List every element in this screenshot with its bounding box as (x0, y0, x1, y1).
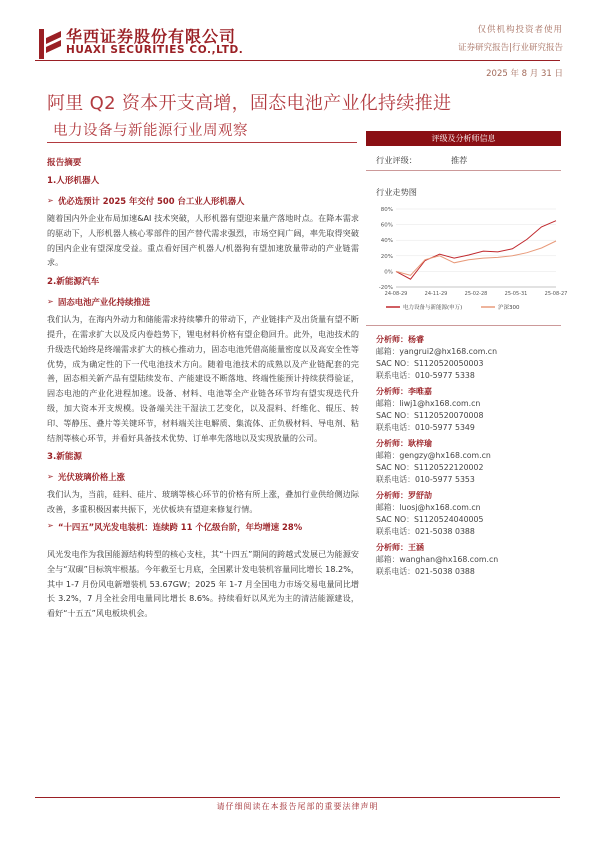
analyst-phone: 联系电话：010-5977 5353 (376, 475, 475, 484)
section-heading-robots: 1.人形机器人 (47, 176, 100, 186)
legal-notice: 请仔细阅读在本报告尾部的重要法律声明 (216, 802, 379, 811)
bullet-pv-glass: ➢ 光伏玻璃价格上涨 (47, 467, 359, 487)
analyst-sac: SAC NO：S1120522120002 (376, 463, 484, 472)
paragraph-wind-solar: 风光发电作为我国能源结构转型的核心支柱，其“十四五”期间的跨越式发展已为能源安全与“双碳”目标筑牢根基。今年截至七月底，全国累计发电装机容量同比增长 18.2%，其中 1-7 月份风电新增装机 53.67GW；2025 年 1-7 月全国电力市场交易电量同比增长 3.2%，7 月全社会用电量同比增长 8.6%。持续看好以风光为主的清洁能源建设，看好“十五五”风电板块机会。 (47, 548, 359, 619)
analyst-sac: SAC NO：S1120524040005 (376, 515, 484, 524)
huaxi-logo-icon (39, 29, 61, 59)
series-line (396, 241, 556, 275)
brand-name-cn: 华西证券股份有限公司 (66, 27, 237, 46)
rating-label: 行业评级： (376, 155, 417, 165)
sidebar-divider (366, 170, 561, 171)
bullet-solid-state: ➢ 固态电池产业化持续推进 (47, 292, 359, 312)
rating-value: 推荐 (450, 155, 468, 165)
y-tick-label: -20% (378, 285, 393, 291)
analyst-email[interactable]: 邮箱：yangrui2@hx168.com.cn (376, 347, 498, 356)
series-line (396, 221, 556, 280)
x-tick-label: 25-02-28 (464, 291, 488, 297)
subtitle-divider (47, 142, 357, 143)
analyst-card (366, 334, 561, 382)
summary-heading: 报告摘要 (47, 158, 82, 168)
x-tick-label: 25-05-31 (504, 291, 528, 297)
trend-chart-title: 行业走势图 (376, 187, 417, 197)
analyst-name: 分析师：罗舒劼 (376, 491, 432, 500)
analyst-sac: SAC NO：S1120520070008 (376, 411, 484, 420)
analyst-card (366, 438, 561, 486)
analyst-card (366, 386, 561, 434)
analyst-name: 分析师：杨睿 (376, 335, 424, 344)
paragraph-robots: 随着国内外企业布局加速&AI 技术突破，人形机器有望迎来量产落地时点。在降本需求的驱动下，人形机器人核心零部件的国产替代需求强烈，市场空间广阔，率先取得突破的国内企业有望深度受益。重点看好国产机器人/机器狗有望加速放量带动的产业链需求。 (47, 213, 359, 268)
y-tick-label: 0% (384, 269, 393, 276)
bullet-wind-solar: ➢ “十四五”风光发电装机：连续跨 11 个亿级台阶，年均增速 28% (47, 519, 359, 547)
y-tick-label: 20% (380, 253, 393, 260)
sidebar-title-bar: 评级及分析师信息 (366, 131, 561, 146)
section-heading-nev: 2.新能源汽车 (47, 277, 100, 288)
paragraph-nev: 我们认为，在海内外动力和储能需求持续攀升的带动下，产业链排产及出货量有望不断提升，在需求扩大以及反内卷趋势下，锂电材料价格有望企稳回升。此外，电池技术的升级迭代始终是终端需求扩大的核心推动力，固态电池凭借高能量密度以及高安全性等优势，成为确定性的下一代电池技术方向。随着电池技术的成熟以及产业链配套的完善，固态相关新产品有望陆续发布、产能建设不断落地、终端性能预计持续获得验证，固态电池的产业化进程加速。设备、材料、电池等全产业链各环节均有望实现迭代升级，加大资本开支规模。设备端关注干湿法工艺变化，以及混料、纤维化、辊压、转印、等静压、叠片等关键环节，材料端关注电解质、集流体、正负极材料、导电剂、粘结剂等核心环节，并看好具备技术优势、订单率先落地以及实现放量的公司。 (47, 314, 359, 443)
analyst-email[interactable]: 邮箱：luosj@hx168.com.cn (376, 503, 481, 512)
analyst-email[interactable]: 邮箱：wanghan@hx168.com.cn (376, 555, 499, 564)
y-tick-label: 40% (380, 238, 393, 245)
brand-name-en: HUAXI SECURITIES CO.,LTD. (66, 44, 244, 56)
analyst-sac: SAC NO：S1120520050003 (376, 359, 484, 368)
analyst-phone: 联系电话：021-5038 0388 (376, 527, 475, 536)
analyst-phone: 联系电话：021-5038 0388 (376, 567, 475, 576)
analyst-name: 分析师：王涵 (376, 543, 424, 552)
y-tick-label: 80% (380, 207, 393, 213)
bullet-robots: ➢ 优必选预计 2025 年交付 500 台工业人形机器人 (47, 191, 359, 211)
analyst-card (366, 490, 561, 538)
rating-row (366, 150, 561, 170)
report-body (47, 150, 359, 623)
sidebar-divider (366, 325, 561, 326)
analyst-name: 分析师：耿梓瑜 (376, 439, 432, 448)
analyst-name: 分析师：李唯嘉 (376, 387, 432, 396)
analyst-phone: 联系电话：010-5977 5338 (376, 371, 475, 380)
audience-note: 仅供机构投资者使用 (477, 25, 563, 35)
header-divider (35, 60, 560, 61)
report-type: 证券研究报告|行业研究报告 (458, 43, 563, 53)
section-heading-new-energy: 3.新能源 (47, 452, 83, 463)
industry-trend-chart (366, 201, 568, 321)
paragraph-pv: 我们认为，当前，硅料、硅片、玻璃等核心环节的价格有所上涨，叠加行业供给侧边际改善，多重积极因素共振下，光伏板块有望迎来修复行情。 (47, 489, 359, 515)
analyst-phone: 联系电话：010-5977 5349 (376, 423, 475, 432)
legend-label: 沪深300 (498, 305, 520, 311)
analyst-email[interactable]: 邮箱：liwj1@hx168.com.cn (376, 399, 481, 408)
report-subtitle: 电力设备与新能源行业周观察 (53, 123, 248, 139)
legend-label: 电力设备与新能源(申万) (403, 305, 463, 311)
analyst-email[interactable]: 邮箱：gengzy@hx168.com.cn (376, 451, 491, 460)
analyst-card (366, 542, 561, 578)
x-tick-label: 25-08-27 (544, 291, 568, 297)
footer-divider (35, 797, 560, 798)
report-title: 阿里 Q2 资本开支高增，固态电池产业化持续推进 (47, 93, 452, 114)
x-tick-label: 24-11-29 (424, 291, 448, 297)
x-tick-label: 24-08-29 (384, 291, 408, 297)
y-tick-label: 60% (380, 222, 393, 229)
report-date: 2025 年 8 月 31 日 (486, 69, 563, 79)
sidebar (366, 150, 568, 582)
